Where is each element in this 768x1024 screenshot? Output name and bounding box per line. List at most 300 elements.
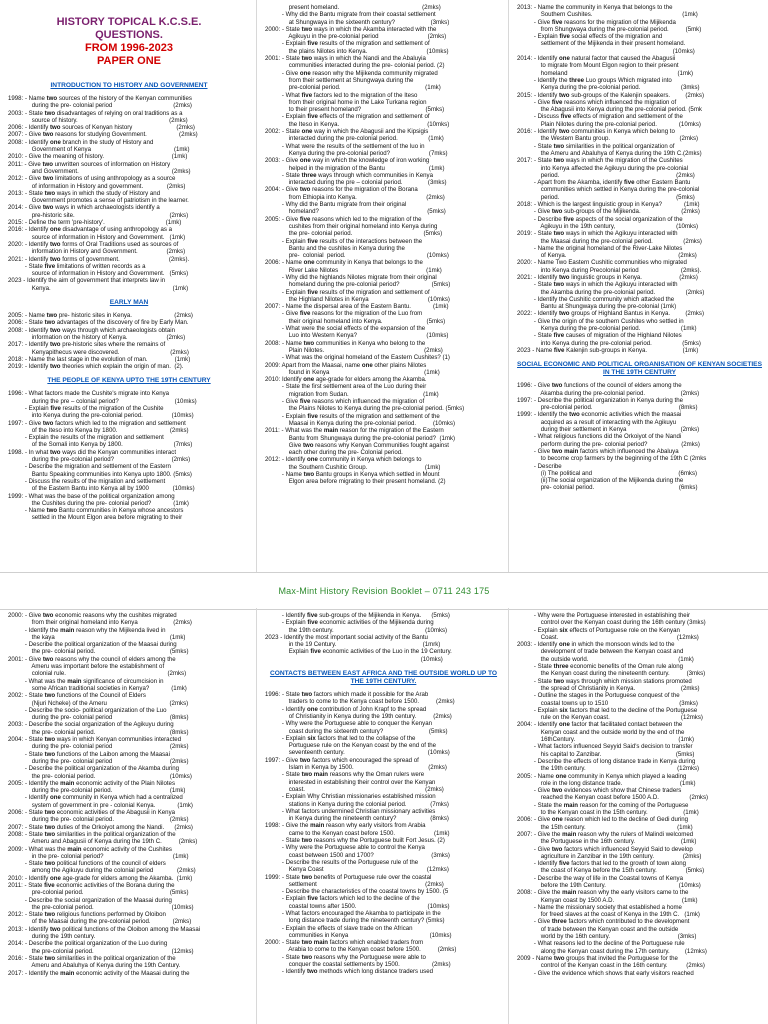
question-line: communities interacted during the pre- colonial period. (2) [265, 62, 445, 70]
question-line: - Why did the highlands Nilotes migrate from their original [265, 273, 437, 281]
question-line: homeland? (5mks) [265, 208, 446, 216]
question-line: Southern Cushites. (1mk) [517, 11, 698, 19]
question-line: 1997: - Give two factors which encouraged the spread of [265, 756, 419, 764]
question-line: 2011: - What was the main reason for the migration of the Eastern [265, 427, 444, 435]
question-line: 2006: - Identify two sources of Kenyan history (2mks) [8, 124, 195, 132]
question-line: the Akamba during the pre-colonial period. (2mks) [517, 288, 705, 296]
question-line: 2003: - Describe the social organization of the Agikuyu during [8, 721, 174, 729]
question-line: - Why did the Bantu migrate from their coastal settlement [265, 11, 436, 19]
question-line: development of trade between the Kenyan coast and [517, 648, 684, 656]
question-line: 2016: - Identify two communities in Kenya which belong to [517, 128, 675, 136]
question-line: Ameru and Abaluhya of Kenya during the 19th Century. [8, 962, 181, 970]
question-line: - Name the missionary society that established a home [517, 903, 682, 911]
question-line: the Kenyan coast during the nineteenth century. (3mks) [517, 670, 706, 678]
question-line: the Cushites during the pre- colonial period? (1mk) [8, 499, 189, 507]
question-line: of the Iteso into Kenya by 1800. (2mks) [8, 426, 189, 434]
question-line: the Portuguese in the 16th century. (1mk) [517, 838, 697, 846]
question-line: Government of Kenya (1mk) [8, 146, 190, 154]
question-line: the Abagusii into Kenya during the pre-colonial period. (5mk [517, 106, 702, 114]
question-line: communities in Kenya (10mks) [265, 931, 452, 939]
question-line: Plain Nilotes. (2mks) [265, 346, 443, 354]
question-line: - Describe [517, 462, 562, 470]
question-line: of Christianity in Kenya during the 19th century. (2mks) [265, 712, 452, 720]
question-line: - Outline the stages in the Portuguese conquest of the [517, 692, 680, 700]
question-line: traders to come to the Kenya coast before 1500. (2mks) [265, 698, 455, 706]
questions-social-econ-cont-2 [265, 612, 502, 663]
question-line: 2005: - Give five reasons which led to the migration of the [265, 215, 422, 223]
question-line: Give two reasons why Kenyan Communities fought against [265, 441, 449, 449]
question-line: 2003: - Identify one in which the monsoon winds led to the [517, 641, 675, 649]
document-title [8, 16, 250, 68]
question-line: the spread of Christianity in Kenya. (2mks) [517, 684, 700, 692]
question-line: in Kenya during the nineteenth century? (8mks) [265, 815, 449, 823]
question-line: 2005: - Identify the main economic activity of the Plain Nilotes [8, 779, 175, 787]
question-line: cushites from their original homeland into Kenya during [265, 222, 438, 230]
questions-people-kenya [8, 390, 250, 521]
question-line: of the Eastern Bantu into Kenya all by 1900 (10mks) [8, 485, 195, 493]
question-line: 2006: - Give one reason which led to the decline of Gedi during [517, 816, 689, 824]
question-line: - State three ways through which communities in Kenya [265, 171, 433, 179]
question-line: among the Agikuyu during the colonial period (2mks) [8, 867, 196, 875]
question-line: - Identify five factors that led to the growth of town along [517, 860, 687, 868]
question-line: the Highland Nilotes in Kenya (10mks) [265, 295, 450, 303]
question-line: 2020: - Identify two forms of Oral Traditions used as sources of [8, 240, 179, 248]
question-line: of trade between the Kenyan coast and the outside [517, 925, 679, 933]
question-line: to the Kenyan coast in the 15th century. (1mk) [517, 809, 699, 817]
question-line: information in History and Government. (2mks) [8, 248, 186, 256]
question-line: settled in the Mount Elgon area before migrating to their [8, 514, 183, 522]
question-line: of the Maasai during the pre-colonial period. (2mks) [8, 918, 192, 926]
question-line: Government promotes a sense of patriotism in the learner. [8, 197, 189, 205]
question-line: - Give five reasons which influenced the migration of [517, 98, 677, 106]
question-line: settlement of the Mijikenda in their present homeland. [517, 40, 686, 48]
question-line: for freed slaves at the coast of Kenya in the 19th C. (1mk) [517, 911, 700, 919]
question-line: 2008: - Give the main reason why the early visitors came to the [517, 889, 689, 897]
question-line: - Give five reasons for the migration of the Mijikenda [517, 18, 676, 26]
question-line: during the pre- colonial period (8mks) [8, 714, 189, 722]
question-line: Arabia to come to the Kenyan coast before 1500. (2mks) [265, 946, 457, 954]
questions-social-econ-cont [8, 612, 250, 977]
question-line: acquired as a result of interacting with the Agikuyu [517, 418, 677, 426]
question-line: 2004: - Give two reasons for the migration of the Borana [265, 186, 418, 194]
question-line: Luo into Western Kenya? (10mks) [265, 332, 449, 340]
question-line: 1999: - State two benefits of Portuguese rule over the coastal [265, 873, 432, 881]
question-line: 2006: - Name one community in Kenya that belongs to the [265, 259, 423, 267]
question-line: - Explain five factors which led to the decline of the [265, 895, 420, 903]
question-line: 2001: - Give two reasons why the council of elders among the [8, 655, 176, 663]
question-line: his capital to Zanzibar. (5mks) [517, 750, 695, 758]
question-line: 2015: - Define the term 'pre-history'. (1mk) [8, 219, 182, 227]
question-line: - Describe the characteristics of the coastal towns by 1500. (5 [265, 888, 449, 896]
question-line: coast between 1500 and 1700? (3mks) [265, 851, 450, 859]
questions-people-kenya-cont [265, 4, 502, 486]
question-line: Islam in Kenya by 1500. (2mks) [265, 764, 447, 772]
question-line: - State the main reason for the coming of the Portuguese [517, 801, 689, 809]
question-line: 2019: - State two ways in which the Agikuyu interacted with [517, 230, 678, 238]
question-line: Kenyan coast and the outside world by the end of the [517, 728, 685, 736]
question-line: the Iteso in Kenya. (10mks) [265, 120, 450, 128]
top-column-2 [256, 0, 508, 572]
question-line: Kenya during the pre-colonial period? (7mks) [265, 149, 448, 157]
question-line: - Explain the effects of slave trade on the African [265, 924, 413, 932]
question-line: 2012: - State two religious functions performed by Oloibon [8, 911, 166, 919]
question-line: interested in establishing their control over the Kenyan [265, 778, 436, 786]
question-line: to migrate from Mount Elgon region to their present [517, 62, 679, 70]
question-line: - Discuss five effects of migration and settlement of the [517, 113, 683, 121]
question-line: the 19th century. (12mks) [517, 765, 700, 773]
question-line: from their original homeland into Kenya (2mks) [8, 619, 192, 627]
question-line: the 19th century. (10mks) [265, 626, 448, 634]
question-line: to become crop farmers by the beginning of the 19th C (2mks [517, 455, 707, 463]
question-line: source of history. (2mks) [8, 116, 188, 124]
question-line: 2009: - What was the main economic activity of the Cushites [8, 845, 172, 853]
question-line: 2016: - State two similarities in the political organization of the [8, 954, 176, 962]
question-line: Portuguese rule on the Kenyan coast by the end of the [265, 742, 437, 750]
question-line: - Apart from the Akamba, identify five other Eastern Bantu [517, 179, 691, 187]
questions-contacts [265, 691, 502, 976]
question-line: - What factors undermined Christian missionary activities [265, 807, 436, 815]
bottom-column-3 [508, 608, 768, 1024]
question-line: - What five factors led to the migration of the Iteso [265, 91, 418, 99]
question-line: - Give five reasons for the migration of the Luo from [265, 310, 423, 318]
question-line: Explain five economic activities of the Luo in the 19 Century. [265, 648, 452, 656]
question-line: - Explain five results of the migration and settlement of [265, 40, 430, 48]
bottom-sheet [0, 608, 768, 1024]
heading-early-man: EARLY MAN [109, 299, 149, 307]
question-line: 2021: - Identify two forms of government. (2mks). [8, 255, 190, 263]
questions-social-econ [517, 382, 762, 491]
question-line: Kenya during the pre-colonial period. (3mks) [517, 84, 700, 92]
question-line: - Identify one community in Kenya which had a centralized [8, 794, 183, 802]
question-line: world by the 16th century. (3mks) [517, 933, 697, 941]
question-line: Plain Nilotes during the pre-colonial period. (10mks) [517, 120, 701, 128]
question-line: 2022: - Identify two groups of Highland Bantus in Kenya. (2mks) [517, 310, 704, 318]
question-line: role in the long distance trade. (1mk) [517, 779, 696, 787]
question-line: 2013: - Name the community in Kenya that belongs to the [517, 4, 673, 11]
question-line: 2018: - Name the last stage in the evolution of man. (1mk) [8, 355, 191, 363]
question-line: 2002: - State two functions of the Council of Elders [8, 692, 146, 700]
question-line: 2002: - State one way in which the Abagusii and the Kipsigis [265, 128, 429, 136]
question-line: Ameru was important before the establishment of [8, 663, 165, 671]
question-line: 2010: Identify one age-grade for elders among the Akamba. [265, 376, 427, 384]
question-line: each other during the pre- Colonial period. [265, 449, 403, 457]
question-line: (Njuri Ncheke) of the Ameru (2mks) [8, 699, 189, 707]
question-line: Bantu at Shungwaya during the pre-colonial (1mk) [517, 303, 677, 311]
question-line: - Give two factors which influenced Seyyid Said to develop [517, 845, 693, 853]
heading-contacts: CONTACTS BETWEEN EAST AFRICA AND THE OUTSIDE WORLD UP TO THE 19TH CENTURY. [269, 670, 498, 686]
top-column-3 [508, 0, 768, 572]
booklet-footer-text: Max-Mint History Revision Booklet – 0711 243 175 [278, 586, 490, 596]
question-line: settlement (2mks) [265, 880, 444, 888]
title-line-1: HISTORY TOPICAL K.C.S.E. [56, 16, 202, 28]
question-line: - Describe the political organization of the Maasai during [8, 641, 177, 649]
question-line: during the pre- colonial period (2mks) [8, 102, 192, 110]
question-line: of information in History and government. (2mks) [8, 182, 186, 190]
question-line: 2017: - Identify the main economic activity of the Maasai during the [8, 969, 190, 977]
question-line: - What was the original homeland of the Eastern Cushites? (1) [265, 354, 450, 362]
questions-people-kenya-cont-2 [517, 4, 762, 354]
question-line: 1999: - What was the base of the political organization among [8, 492, 175, 500]
question-line: 2000: - State two main factors which enabled traders from [265, 939, 424, 947]
question-line: pre-historic site. (2mks) [8, 211, 189, 219]
question-line: during the pre-colonial period. (1mk) [8, 787, 186, 795]
question-line: 2014: - Identify one natural factor that caused the Abagusii [517, 55, 676, 63]
question-line: control over the Kenyan coast during the 16th century (3mks) [517, 619, 706, 627]
question-line: interacted during the pre – colonial period. (3mks) [265, 179, 447, 187]
question-line: Bantu from Shungwaya during the pre-colonial period? (1mk) [265, 434, 456, 442]
question-line: the coast of Kenya before the 15th century. (5mks) [517, 867, 705, 875]
question-line: 2008: - Name two communities in Kenya who belong to the [265, 339, 426, 347]
question-line: in the pre- colonial period? (1mk) [8, 852, 189, 860]
question-line: 2004: - State two ways in which Kenyan communities interacted [8, 736, 182, 744]
question-line: - Describe the political organization of the Akamba during [8, 765, 180, 773]
question-line: rule on the Kenyan coast. (12mks) [517, 714, 703, 722]
question-line: - Why did the Bantu migrate from their original [265, 201, 407, 209]
question-line: (10mks) [517, 47, 695, 55]
question-line: - State five limitations of written records as a [8, 262, 146, 270]
question-line: 2003: - Give one way in which the knowledge of iron working [265, 157, 430, 165]
question-line: Kenyapithecus were discovered. (2mks) [8, 348, 189, 356]
question-line: - Give two sub-groups of the Mijikenda. (2mks) [517, 208, 700, 216]
question-line: some African traditional societies in Kenya? (1mk) [8, 684, 187, 692]
question-line: during the pre – colonial period? (10mks) [8, 397, 197, 405]
question-line: - Identify two methods which long distance traders used [265, 968, 434, 976]
question-line: - State three economic benefits of the Oman rule along [517, 663, 683, 671]
question-line: - State two functions of the Laibon among the Maasai [8, 750, 170, 758]
question-line: Kenya during the pre-colonial period. (1mk) [517, 325, 697, 333]
question-line: - Explain five results of the interactions between the [265, 237, 423, 245]
question-line: of the Somali into Kenya by 1800. (7mks) [8, 441, 193, 449]
question-line: - Explain Why Christian missionaries established mission [265, 793, 436, 801]
question-line: to their present homeland? (5mks) [265, 106, 445, 114]
questions-contacts-cont [517, 612, 762, 977]
question-line: the Western Bantu group. (2mks) [517, 135, 699, 143]
question-line: 2004: - Identify one factor that facilitated contact between the [517, 721, 683, 729]
title-line-3: FROM 1996-2023 [84, 42, 174, 54]
question-line: source of information in History and Government. (1mk) [8, 233, 186, 241]
question-line: - Give one reason why the Mijikenda community migrated [265, 69, 438, 77]
question-line: - Explain five social effects of the migration and [517, 33, 663, 41]
question-line: - State five causes of migration of the Highland Nilotes [517, 332, 682, 340]
question-line: during their settlement in Kenya (2mks) [517, 426, 700, 434]
question-line: Coast. (12mks) [517, 633, 699, 641]
question-line: - Explain five results of the migration and settlement of [265, 288, 430, 296]
question-line: Elgon area before migrating to their present homeland. (2) [265, 478, 446, 486]
question-line: the plains Nilotes into Kenya. (10mks) [265, 47, 449, 55]
question-line: - Give five reasons which influenced the migration of [265, 398, 425, 406]
question-line: from Ethiopia into Kenya. (2mks) [265, 193, 445, 201]
question-line: - Explain five economic activities of the Mijikenda during [265, 619, 434, 627]
question-line: 2009 - Name two groups that invited the Portuguese for the [517, 954, 678, 962]
question-line: - What factors influenced Seyyid Said's decision to transfer [517, 743, 693, 751]
question-line: 2005: - Name two pre- historic sites in Kenya. (2mks) [8, 312, 193, 320]
heading-intro: INTRODUCTION TO HISTORY AND GOVERNMENT [50, 82, 208, 89]
title-line-2: QUESTIONS. [95, 29, 163, 41]
question-line: came to the Kenyan coast before 1500. (1mk) [265, 829, 450, 837]
question-line: the pre- colonial period. (5mks) [265, 230, 443, 238]
title-line-4: PAPER ONE [97, 55, 161, 67]
question-line: pre-colonial period. (5mks) [8, 889, 189, 897]
question-line: - Explain the results of the migration and settlement [8, 434, 164, 442]
question-line: into Kenya during Precolonial period (2mks). [517, 266, 702, 274]
question-line: at Shungwaya in the sixteenth century? (3mks) [265, 18, 450, 26]
heading-people-kenya: THE PEOPLE OF KENYA UPTO THE 19TH CENTURY [47, 377, 211, 385]
question-line: during the pre- colonial period. (2mks) [8, 816, 189, 824]
question-line: 2017: - State two ways in which the migration of the Cushites [517, 157, 683, 165]
question-line: pre- colonial period. (10mks) [265, 252, 449, 260]
question-line: 1998: - Name two sources of the history of the Kenyan communities [8, 95, 192, 102]
question-line: - Give the evidence which shows that early visitors reached [517, 969, 694, 977]
question-line: - What were the social effects of the expansion of the [265, 325, 426, 333]
question-line: 2023 - Name five Kalenjin sub-groups in Kenya. (1mk) [517, 346, 699, 354]
question-line: - State the first settlement area of the Luo during their [265, 383, 427, 391]
question-line: - Explain five effects of the migration and settlement of [265, 113, 430, 121]
question-line: - Name the original homeland of the River-Lake Nilotes [517, 244, 683, 252]
question-line: - Describe the way of life in the Coastal towns of Kenya [517, 874, 683, 882]
question-line: 2014: - Describe the political organization of the Luo during [8, 940, 168, 948]
question-line: 1997: - Give two factors which led to the migration and settlement [8, 419, 186, 427]
question-line: in the 19 Century. (1mrk) [265, 641, 441, 649]
question-line: (ii)The social organization of the Mijikenda during the [517, 477, 684, 485]
question-line: - Give two evidences which show that Chinese traders [517, 787, 682, 795]
question-line: 2016: - Identify one disadvantage of using anthropology as a [8, 226, 172, 234]
question-line: the pre- colonial period. (10mks) [8, 772, 192, 780]
question-line: Kenya Coast (12mks) [265, 866, 449, 874]
question-line: - Describe the socio- political organization of the Luo [8, 706, 167, 714]
question-line: - Identify the three Luo groups Which migrated into [517, 76, 672, 84]
question-line: - Why were the Portuguese able to conquer the Kenyan [265, 720, 432, 728]
question-line: 2000: - Give two economic reasons why the cushites migrated [8, 612, 177, 619]
question-line: stations in Kenya during the colonial period. (7mks) [265, 800, 449, 808]
question-line: - Why were the Portuguese able to control the Kenya [265, 844, 425, 852]
question-line: - State two reasons why the Portuguese built Fort Jesus. (2) [265, 837, 445, 845]
question-line: - State two political functions of the council of elders [8, 860, 166, 868]
question-line: into Kenya during the pre-colonial period. (10mks) [8, 412, 194, 420]
question-line: 2013: - Identify two political functions of the Oloibon among the Maasai [8, 925, 201, 933]
heading-social-econ: SOCIAL ECONOMIC AND POLITICAL ORGANISATION OF KENYAN SOCIETIES IN THE 19TH CENTURY [517, 361, 762, 377]
question-line: - Give the origin of the southern Cushites who settled in [517, 317, 684, 325]
question-line: (i) The political and (6mks) [517, 469, 698, 477]
question-line: during the pre- colonial period (2mks) [8, 743, 189, 751]
question-line: from Shungwaya during the pre-colonial period. (5mk) [517, 25, 702, 33]
question-line: source of information in History and Government. (5mks) [8, 270, 189, 278]
question-line: system of government in pre - colonial Kenya. (1mk) [8, 801, 193, 809]
question-line: - Identify the main reason why the Mijikenda lived in [8, 626, 166, 634]
question-line: 2012: - Identify one community in Kenya which belongs to [265, 456, 422, 464]
question-line: - State two similarities in the political organization of [517, 142, 675, 150]
question-line: 1996: - What factors made the Cushite's migrate into Kenya [8, 390, 170, 398]
question-line: River Lake Nilotes (1mk) [265, 266, 442, 274]
question-line: along the Kenyan coast during the 17th century. (12mks) [517, 947, 707, 955]
question-line: found in Kenya (1mk) [265, 368, 440, 376]
question-line: 2006: - State two economic activities of the Abagusii in Kenya [8, 809, 176, 817]
question-line: 2017: - Identify two pre-historic sites where the remains of [8, 341, 166, 349]
question-line: - Give two main factors which influenced the Abaluya [517, 447, 679, 455]
question-line: - What religious functions did the Orkoiyot of the Nandi [517, 433, 682, 441]
question-line: - Name two Bantu groups in Kenya which settled in Mount [265, 471, 440, 478]
question-line: 2008: - Identify two ways through which archaeologists obtain [8, 326, 176, 334]
question-line: - Why were the Portuguese interested in establishing their [517, 612, 691, 619]
question-line: - Explain six effects of Portuguese role on the Kenyan [517, 626, 680, 634]
question-line: - State two main reasons why the Oman rulers were [265, 771, 425, 779]
question-line: - Describe the results of the Portuguese rule of the [265, 858, 419, 866]
question-line: 2023 - Identify the aim of government that interprets law in [8, 277, 166, 285]
question-line: 2014: - Give two ways in which archaeologists identify a [8, 204, 160, 212]
question-line: 1998. - In what two ways did the Kenyan communities interact [8, 448, 177, 456]
question-line: - Describe five aspects of the social organization of the [517, 215, 683, 223]
question-line: helped in the migration of the Bantu (1mk) [265, 164, 445, 172]
question-line: information on the history of Kenya. (2mks) [8, 333, 186, 341]
question-line: Kenya. (1mk) [8, 284, 189, 292]
question-line: coastal towns after 1500. (10mks) [265, 902, 450, 910]
question-line: - What factors encouraged the Akamba to participate in the [265, 909, 441, 917]
question-line: 1996: - Give two functions of the council of elders among the [517, 382, 682, 390]
question-line: from their settlement at Shungwaya during the [265, 76, 414, 84]
question-line: from their original home in the Lake Turkana region [265, 98, 427, 106]
question-line: the kaya (1mk) [8, 633, 186, 641]
question-line: - What reasons led to the decline of the Portuguese rule [517, 940, 685, 948]
question-line: Bantu Speaking communities into Kenya upto 1800. (5mks) [8, 470, 192, 478]
question-line: Agikuyu in the 19th century, (10mks) [517, 222, 699, 230]
question-line: - Describe the migration and settlement of the Eastern [8, 463, 171, 471]
questions-intro [8, 95, 250, 292]
question-line: homeland during the pre-colonial period? (5mks) [265, 281, 451, 289]
question-line: Bantu and the cushites in Kenya during the [265, 244, 405, 252]
question-line: 2011: - State five economic activities of the Borana during the [8, 881, 175, 889]
question-line: during the 19th century. [8, 933, 96, 941]
question-line: 2011: - Give two unwritten sources of information on History [8, 160, 171, 168]
question-line: 2018: - Which is the largest linguistic group in Kenya? (1mk) [517, 201, 700, 209]
question-line: - State two reasons why the Portuguese were able to [265, 953, 426, 961]
question-line: 2005: - Name one community in Kenya which played a leading [517, 772, 687, 780]
question-line: seventeenth century. (10mks) [265, 749, 450, 757]
question-line: 1997: - Describe the political organization in Kenya during the [517, 396, 683, 404]
question-line: homeland (1mk) [517, 69, 694, 77]
question-line: 2008: - State two similarities in the political organization of the [8, 830, 176, 838]
question-line: 2013: - State two ways in which the study of History and [8, 189, 161, 197]
question-line: present homeland. (2mks) [265, 4, 441, 11]
question-line: Ameru and Abagusii of Kenya during the 19th C. (2mks) [8, 838, 198, 846]
question-line: and Government. (2mks) [8, 167, 191, 175]
question-line: the pre-colonial period. (10mks) [8, 903, 194, 911]
question-line: the pre-colonial period. (12mks) [8, 947, 194, 955]
question-line: - Discuss the results of the migration and settlement [8, 477, 166, 485]
question-line: 1999: - Identify the two economic activities which the maasai [517, 411, 682, 419]
question-line: 2006: - State two advantages of the discovery of fire by Early Man. [8, 319, 189, 327]
bottom-column-1 [0, 608, 256, 1024]
question-line: 2007: - Name the dispersal area of the Eastern Bantu. (1mk) [265, 303, 449, 311]
question-line: migration from Sudan. (1mk) [265, 390, 439, 398]
question-line: - Identify one contribution of John Krapf to the spread [265, 705, 427, 713]
question-line: perform during the pre- colonial period? (2mks) [517, 440, 700, 448]
question-line: 2009: Apart from the Maasai, name one other plains Nilotes [265, 361, 427, 369]
question-line: Akamba during the pre-colonial period. (2mks) [517, 389, 700, 397]
question-line: - Explain six factors that led to the collapse of the [265, 734, 416, 742]
question-line: - Identify five sub-groups of the Mijikenda in Kenya. (5mks) [265, 612, 450, 619]
question-line: - Explain five results of the migration of the Cushite [8, 404, 164, 412]
question-line: during the pre- colonial period (2mks) [8, 757, 189, 765]
question-line: Kenyan coast by 1500 A.D. (1mk) [517, 896, 698, 904]
question-line: - What was the main significance of circumcision in [8, 677, 164, 685]
question-line: - Explain six factors that led to the decline of the Portuguese [517, 706, 698, 714]
question-line: 2007: - Give the main reason why the rulers of Malindi welcomed [517, 830, 694, 838]
question-line: 2010: - Give the meaning of history. (1mk) [8, 153, 188, 161]
question-line: into Kenya affected the Agikuyu during the pre-colonial [517, 164, 688, 172]
question-line: - Describe the effects of long distance trade in Kenya during [517, 757, 696, 765]
question-line: agriculture in Zanzibar in the 19th century. (2mks) [517, 852, 702, 860]
question-line: 2003: - State two disadvantages of relying on oral traditions as a [8, 109, 183, 117]
question-line: 2000: - State two ways in which the Akamba interacted with the [265, 25, 437, 33]
